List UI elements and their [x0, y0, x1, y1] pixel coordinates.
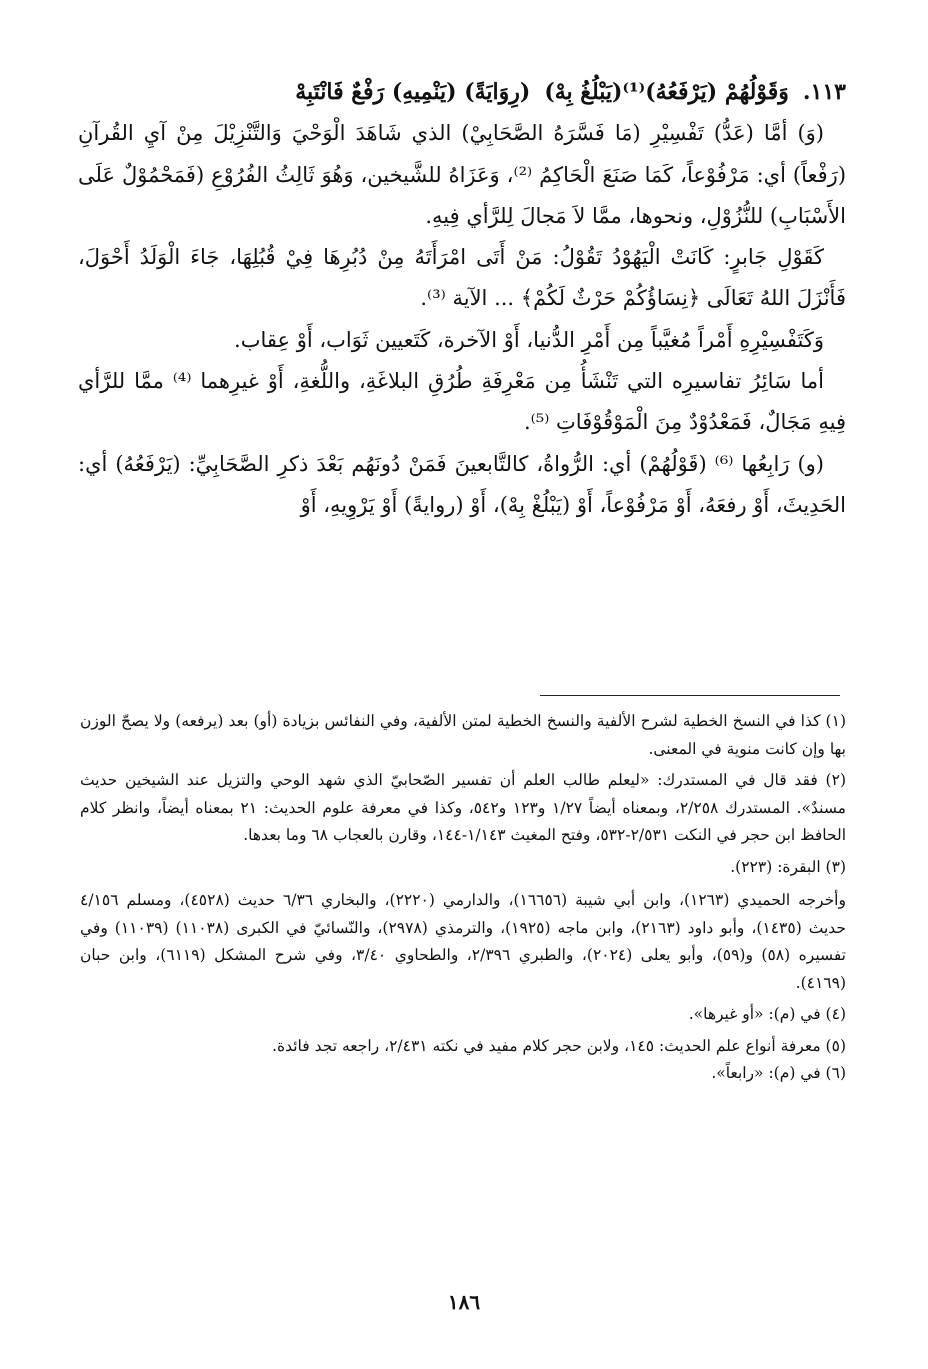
body-paragraph: أما سَائِرُ تفاسيرِه التي تَنْشَأُ مِن مَعْرِفَةِ طُرُقِ البلاغَةِ، واللُّغةِ، أَوْ غيرِهما ⁽⁴⁾ ممَّا للرَّأي فِيهِ مَجَالٌ، فَمَعْدُوْدٌ مِنَ الْمَوْقُوْفَاتِ ⁽⁵⁾. — [78, 369, 846, 435]
body-paragraph: كَقَوْلِ جَابرٍ: كَانَتْ الْيَهُوْدُ تَقُوْلُ: مَنْ أَتَى امْرَأَتَهُ مِنْ دُبُرِهَا فِيْ قُبُلِهَا، جَاءَ الْوَلَدُ أَحْوَلَ، فَأَنْزَلَ اللهُ تَعَالَى ﴿نِسَاؤُكُمْ حَرْثٌ لَكُمْ﴾ ... الآية ⁽³⁾. — [78, 245, 846, 311]
footnote-6: (٦) في (م): «رابعاً». — [711, 1064, 846, 1082]
verse-part-a: وَقَوْلُهُمْ (يَرْفَعُهُ)⁽¹⁾(يَبْلُغُ بِهْ) — [544, 79, 789, 105]
footnote-3-continued: وأخرجه الحميدي (١٢٦٣)، وابن أبي شيبة (١٦٦٥٦)، والدارمي (٢٢٢٠)، والبخاري ٦/٣٦ حديث (٤٥٢٨)، ومسلم ٤/١٥٦ حديث (١٤٣٥)، وأبو داود (٢١٦٣)، وابن ماجه (١٩٢٥)، والترمذي (٢٩٧٨)، والنّسائيّ في الكبرى (١١٠٣٨) (١١٠٣٩) وفي تفسيره (٥٨) و(٥٩)، وأبو يعلى (٢٠٢٤)، والطبري ٢/٣٩٦، والطحاوي ٣/٤٠، وفي شرح المشكل (٦١١٩)، وابن حبان (٤١٦٩). — [80, 891, 846, 992]
body-paragraph: وَكَتَفْسِيْرِهِ أَمْراً مُغيَّباً مِن أَمْرِ الدُّنيا، أَوْ الآخرة، كَتَعيين ثَوَاب، أَوْ عِقاب. — [234, 327, 824, 352]
verse-heading — [78, 72, 846, 113]
footnote-4: (٤) في (م): «أو غيرها». — [688, 1005, 846, 1023]
body-paragraph: (وَ) أمَّا (عَدُّ) تَفْسِيْرِ (مَا فَسَّرَهُ الصَّحَابِيْ) الذي شَاهَدَ الْوَحْيَ وَالتَّنْزِيْلَ مِنْ آيِ القُرآنِ (رَفْعاً) أي: مَرْفُوْعاً، كَمَا صَنَعَ الْحَاكِمُ ⁽²⁾، وَعَزَاهُ للشَّيخين، وَهُوَ ثَالِثُ الفُرُوْعِ (فَمَحْمُوْلٌ عَلَى الأَسْبَابِ) للنُّزُوْلِ، ونحوها، ممَّا لاَ مَجالَ لِلرَّأي فِيهِ. — [78, 121, 847, 228]
footnote-separator — [540, 695, 840, 696]
body-paragraph: (و) رَابِعُها ⁽⁶⁾ (قَوْلُهُمْ) أي: الرُّواةُ، كالتَّابعينَ فَمَنْ دُونَهُم بَعْدَ ذكرِ الصَّحَابِيِّ: (يَرْفَعُهُ) أي: الحَدِيثَ، أَوْ رفعَهُ، أَوْ مَرْفُوْعاً، أَوْ (يَبْلُغْ بِهْ)، أَوْ (روايةً) أَوْ يَرْوِيهِ، أَوْ — [78, 451, 846, 517]
page-number: ١٨٦ — [447, 1290, 481, 1314]
verse-number: ١١٣. — [802, 79, 846, 105]
verse-part-b: (رِوَايَةً) (يَنْمِيهِ) رَفْعٌ فَانْتَبِهْ — [295, 79, 531, 105]
footnotes — [80, 708, 846, 1088]
footnote-2: (٢) فقد قال في المستدرك: «ليعلم طالب العلم أن تفسير الصّحابيّ الذي شهد الوحي والتزيل عند الشيخين حديث مسندٌ». المستدرك ٢/٢٥٨، وبمعناه أيضاً ١/٢٧ و١٢٣ و٥٤٢، وكذا في معرفة علوم الحديث: ٢١ بمعناه أيضاً، وانظر كلام الحافظ ابن حجر في النكت ٢/٥٣١-٥٣٢، وفتح المغيث ١/١٤٣-١٤٤، وقارن بالعجاب ٦٨ وما بعدها. — [80, 771, 846, 844]
footnote-3: (٣) البقرة: (٢٢٣). — [730, 857, 846, 876]
main-text — [78, 72, 846, 526]
footnote-1: (١) كذا في النسخ الخطية لشرح الألفية والنسخ الخطية لمتن الألفية، وفي النفائس بزيادة (أو) بعد (يرفعه) ولا يصحّ الوزن بها وإن كانت منوية في المعنى. — [80, 712, 846, 758]
footnote-5: (٥) معرفة أنواع علم الحديث: ١٤٥، ولابن حجر كلام مفيد في نكته ٢/٤٣١، راجعه تجد فائدة. — [272, 1036, 846, 1055]
